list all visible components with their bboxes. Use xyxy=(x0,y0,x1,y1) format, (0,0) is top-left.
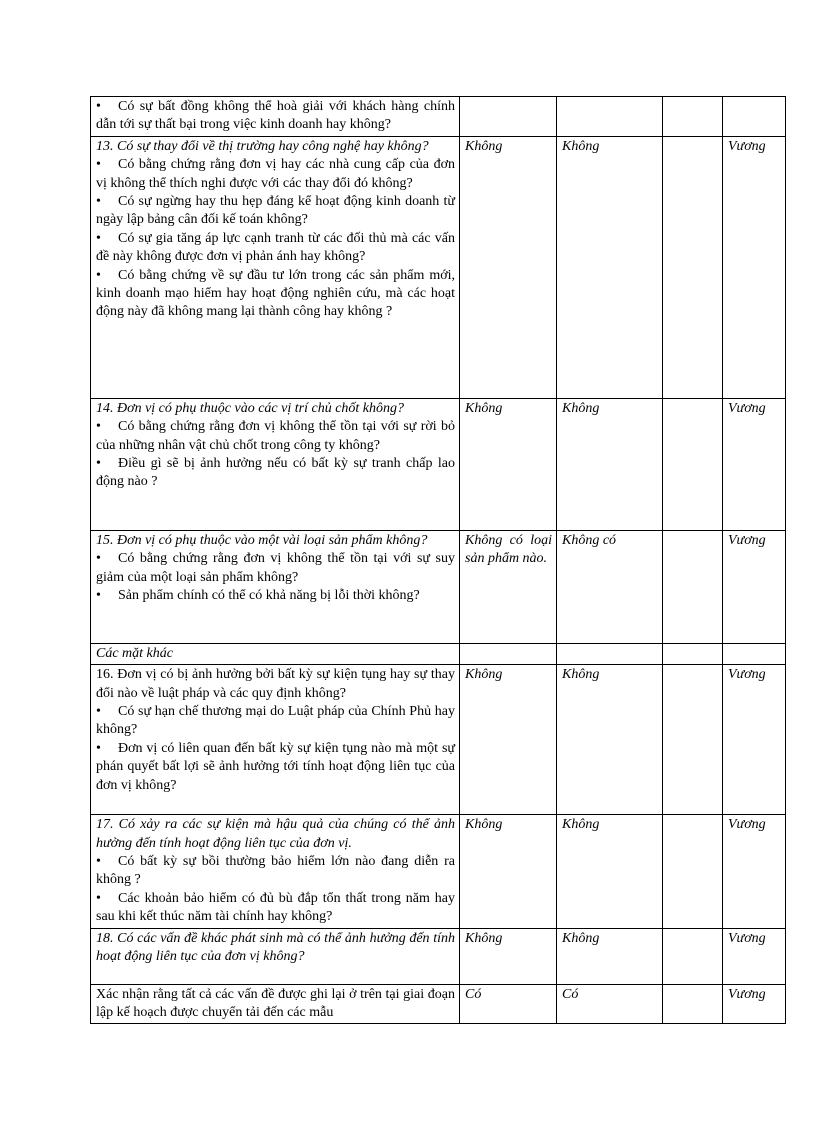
table-row xyxy=(91,530,786,643)
question-text: Xác nhận rằng tất cả các vấn đề được ghi lại ở trên tại giai đoạn lập kế hoạch được chuyển tải đến các mẫu xyxy=(96,986,455,1021)
answer-cell: Không xyxy=(557,136,663,398)
bullet-icon: • xyxy=(96,419,101,435)
audit-checklist-table xyxy=(90,96,786,1024)
answer-cell xyxy=(460,97,557,137)
bullet-icon: • xyxy=(96,99,101,114)
table-row xyxy=(91,398,786,530)
reviewer-cell: Vương xyxy=(723,398,786,530)
bullet-icon: • xyxy=(96,194,101,210)
answer-cell: Không xyxy=(460,398,557,530)
bullet-item: • Có bằng chứng rằng đơn vị hay các nhà cung cấp của đơn vị không thể thích nghi được với các thay đổi đó không? xyxy=(96,157,455,191)
bullet-icon: • xyxy=(96,456,101,472)
answer-cell xyxy=(557,97,663,137)
reviewer-cell: Vương xyxy=(723,136,786,398)
answer-cell xyxy=(723,97,786,137)
bullet-icon: • xyxy=(96,854,101,870)
reviewer-cell: Vương xyxy=(723,928,786,984)
bullet-item: • Có sự bất đồng không thể hoà giải với khách hàng chính dẫn tới sự thất bại trong việc kinh doanh hay không? xyxy=(96,99,455,133)
bullet-item: • Có bằng chứng về sự đầu tư lớn trong các sản phẩm mới, kinh doanh mạo hiểm hay hoạt động nghiên cứu, mà các hoạt động này đã không mang lại thành công hay không ? xyxy=(96,267,455,320)
bullet-item: • Có sự hạn chế thương mại do Luật pháp của Chính Phủ hay không? xyxy=(96,704,455,738)
bullet-item: • Sản phẩm chính có thể có khả năng bị lỗi thời không? xyxy=(96,587,455,605)
table-row xyxy=(91,928,786,984)
answer-cell xyxy=(557,643,663,664)
bullet-icon: • xyxy=(96,890,101,906)
question-cell xyxy=(91,984,460,1024)
answer-cell xyxy=(663,665,723,815)
question-cell xyxy=(91,815,460,928)
bullet-item: • Có sự ngừng hay thu hẹp đáng kể hoạt động kinh doanh từ ngày lập bảng cân đối kế toán không? xyxy=(96,194,455,228)
bullet-item: • Có sự gia tăng áp lực cạnh tranh từ các đối thủ mà các vấn đề này không được đơn vị phản ánh hay không? xyxy=(96,230,455,265)
answer-cell xyxy=(663,928,723,984)
answer-cell xyxy=(663,530,723,643)
bullet-item: • Các khoản bảo hiểm có đủ bù đắp tổn thất trong năm hay sau khi kết thúc năm tài chính hay không? xyxy=(96,890,455,925)
bullet-icon: • xyxy=(96,588,101,604)
table-row xyxy=(91,665,786,815)
answer-cell xyxy=(460,643,557,664)
answer-cell: Không xyxy=(460,928,557,984)
bullet-icon: • xyxy=(96,230,101,246)
bullet-icon: • xyxy=(96,267,101,283)
answer-cell: Không xyxy=(557,928,663,984)
answer-cell xyxy=(723,643,786,664)
answer-cell: Không xyxy=(557,398,663,530)
table-row xyxy=(91,97,786,137)
question-cell xyxy=(91,97,460,137)
answer-cell xyxy=(663,97,723,137)
bullet-item: • Đơn vị có liên quan đến bất kỳ sự kiện tụng nào mà một sự phán quyết bất lợi sẽ ảnh hưởng tới tính hoạt động liên tục của đơn vị không? xyxy=(96,740,455,793)
answer-cell: Có xyxy=(557,984,663,1024)
question-text: 16. Đơn vị có bị ảnh hưởng bởi bất kỳ sự kiện tụng hay sự thay đổi nào về luật pháp và các quy định không? xyxy=(96,667,455,701)
answer-cell: Không xyxy=(460,136,557,398)
answer-cell xyxy=(663,136,723,398)
question-text: 13. Có sự thay đổi về thị trường hay công nghệ hay không? xyxy=(96,138,429,154)
reviewer-cell: Vương xyxy=(723,665,786,815)
table-row xyxy=(91,984,786,1024)
question-cell xyxy=(91,136,460,398)
bullet-item: • Có bằng chứng rằng đơn vị không thể tồn tại với sự suy giảm của một loại sản phẩm không? xyxy=(96,551,455,585)
answer-cell xyxy=(663,815,723,928)
question-cell xyxy=(91,665,460,815)
answer-cell: Không xyxy=(557,665,663,815)
answer-cell: Có xyxy=(460,984,557,1024)
question-text: 14. Đơn vị có phụ thuộc vào các vị trí chủ chốt không? xyxy=(96,400,405,416)
answer-cell: Không có xyxy=(557,530,663,643)
bullet-icon: • xyxy=(96,704,101,720)
answer-cell xyxy=(663,398,723,530)
question-cell xyxy=(91,928,460,984)
question-cell xyxy=(91,530,460,643)
bullet-icon: • xyxy=(96,740,101,756)
section-title: Các mặt khác xyxy=(91,643,460,664)
reviewer-cell: Vương xyxy=(723,530,786,643)
answer-cell: Không xyxy=(460,815,557,928)
question-cell xyxy=(91,398,460,530)
answer-cell: Không xyxy=(460,665,557,815)
bullet-item: • Điều gì sẽ bị ảnh hưởng nếu có bất kỳ sự tranh chấp lao động nào ? xyxy=(96,456,455,490)
answer-cell xyxy=(663,984,723,1024)
question-text: 18. Có các vấn đề khác phát sinh mà có thể ảnh hưởng đến tính hoạt động liên tục của đơn vị không? xyxy=(96,930,455,965)
reviewer-cell: Vương xyxy=(723,984,786,1024)
bullet-item: • Có bất kỳ sự bồi thường bảo hiểm lớn nào đang diễn ra không ? xyxy=(96,854,455,888)
bullet-icon: • xyxy=(96,157,101,173)
section-row xyxy=(91,643,786,664)
question-text: 17. Có xảy ra các sự kiện mà hậu quả của chúng có thể ảnh hưởng đến tính hoạt động liên tục của đơn vị. xyxy=(96,817,455,851)
answer-cell: Không có loại sản phẩm nào. xyxy=(460,530,557,643)
bullet-icon: • xyxy=(96,551,101,567)
table-row xyxy=(91,136,786,398)
reviewer-cell: Vương xyxy=(723,815,786,928)
question-text: 15. Đơn vị có phụ thuộc vào một vài loại sản phẩm không? xyxy=(96,532,428,548)
table-row xyxy=(91,815,786,928)
answer-cell xyxy=(663,643,723,664)
answer-cell: Không xyxy=(557,815,663,928)
bullet-item: • Có bằng chứng rằng đơn vị không thể tồn tại với sự rời bỏ của những nhân vật chủ chốt trong công ty không? xyxy=(96,419,455,453)
